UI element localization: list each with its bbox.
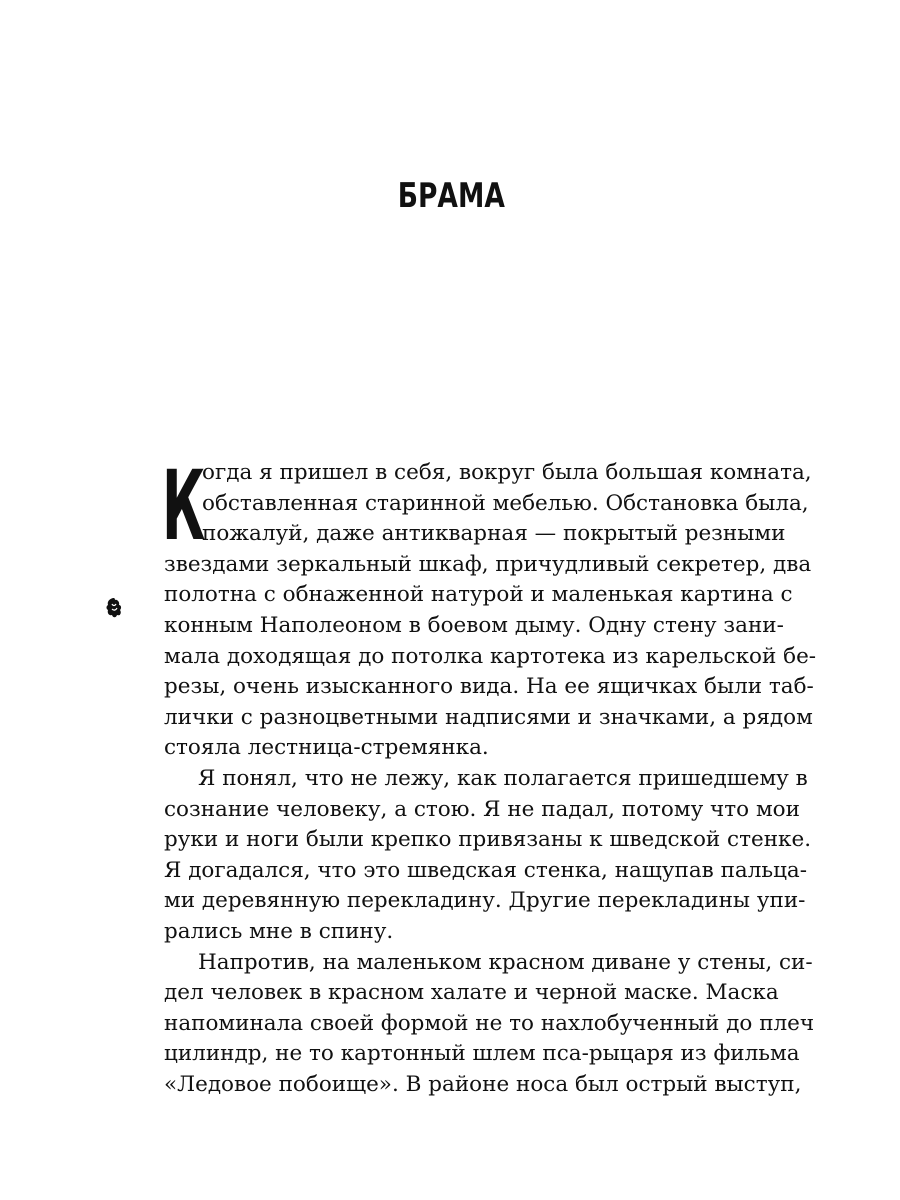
text-line: Я догадался, что это шведская стенка, нащупав пальца-	[164, 857, 808, 883]
text-line: сознание человеку, а стою. Я не падал, потому что мои	[164, 796, 800, 822]
text-line: резы, очень изысканного вида. На ее ящичках были таб-	[164, 674, 814, 700]
text-line: обставленная старинной мебелью. Обстановка была,	[202, 490, 809, 516]
text-line: дел человек в красном халате и черной маске. Маска	[164, 980, 779, 1006]
text-line: напоминала своей формой не то нахлобученный до плеч	[164, 1010, 815, 1036]
text-line: огда я пришел в себя, вокруг была большая комната,	[202, 460, 812, 485]
text-line: ми деревянную перекладину. Другие перекладины упи-	[164, 888, 806, 914]
drop-cap: К	[162, 450, 206, 562]
text-line: пожалуй, даже антикварная — покрытый резными	[202, 521, 786, 547]
text-line: «Ледовое побоище». В районе носа был острый выступ,	[164, 1071, 802, 1097]
chapter-title: БРАМА	[397, 176, 505, 216]
paragraph-2	[164, 764, 812, 948]
paragraph-3	[164, 948, 815, 1101]
text-line: руки и ноги были крепко привязаны к шведской стенке.	[164, 827, 812, 853]
paragraph-1	[162, 450, 817, 764]
text-line: цилиндр, не то картонный шлем пса-рыцаря из фильма	[164, 1041, 800, 1067]
text-line: Напротив, на маленьком красном диване у стены, си-	[198, 949, 813, 975]
ornament-icon	[104, 596, 124, 620]
text-line: Я понял, что не лежу, как полагается пришедшему в	[198, 765, 808, 791]
text-line: конным Наполеоном в боевом дыму. Одну стену зани-	[164, 612, 784, 638]
text-line: полотна с обнаженной натурой и маленькая картина с	[164, 582, 793, 608]
text-line: мала доходящая до потолка картотека из карельской бе-	[164, 643, 817, 669]
text-line: лички с разноцветными надписями и значками, а рядом	[164, 704, 813, 730]
text-line: рались мне в спину.	[164, 918, 394, 944]
text-line: стояла лестница-стремянка.	[164, 735, 489, 761]
body-text	[162, 450, 817, 1100]
text-line: звездами зеркальный шкаф, причудливый секретер, два	[164, 551, 812, 577]
